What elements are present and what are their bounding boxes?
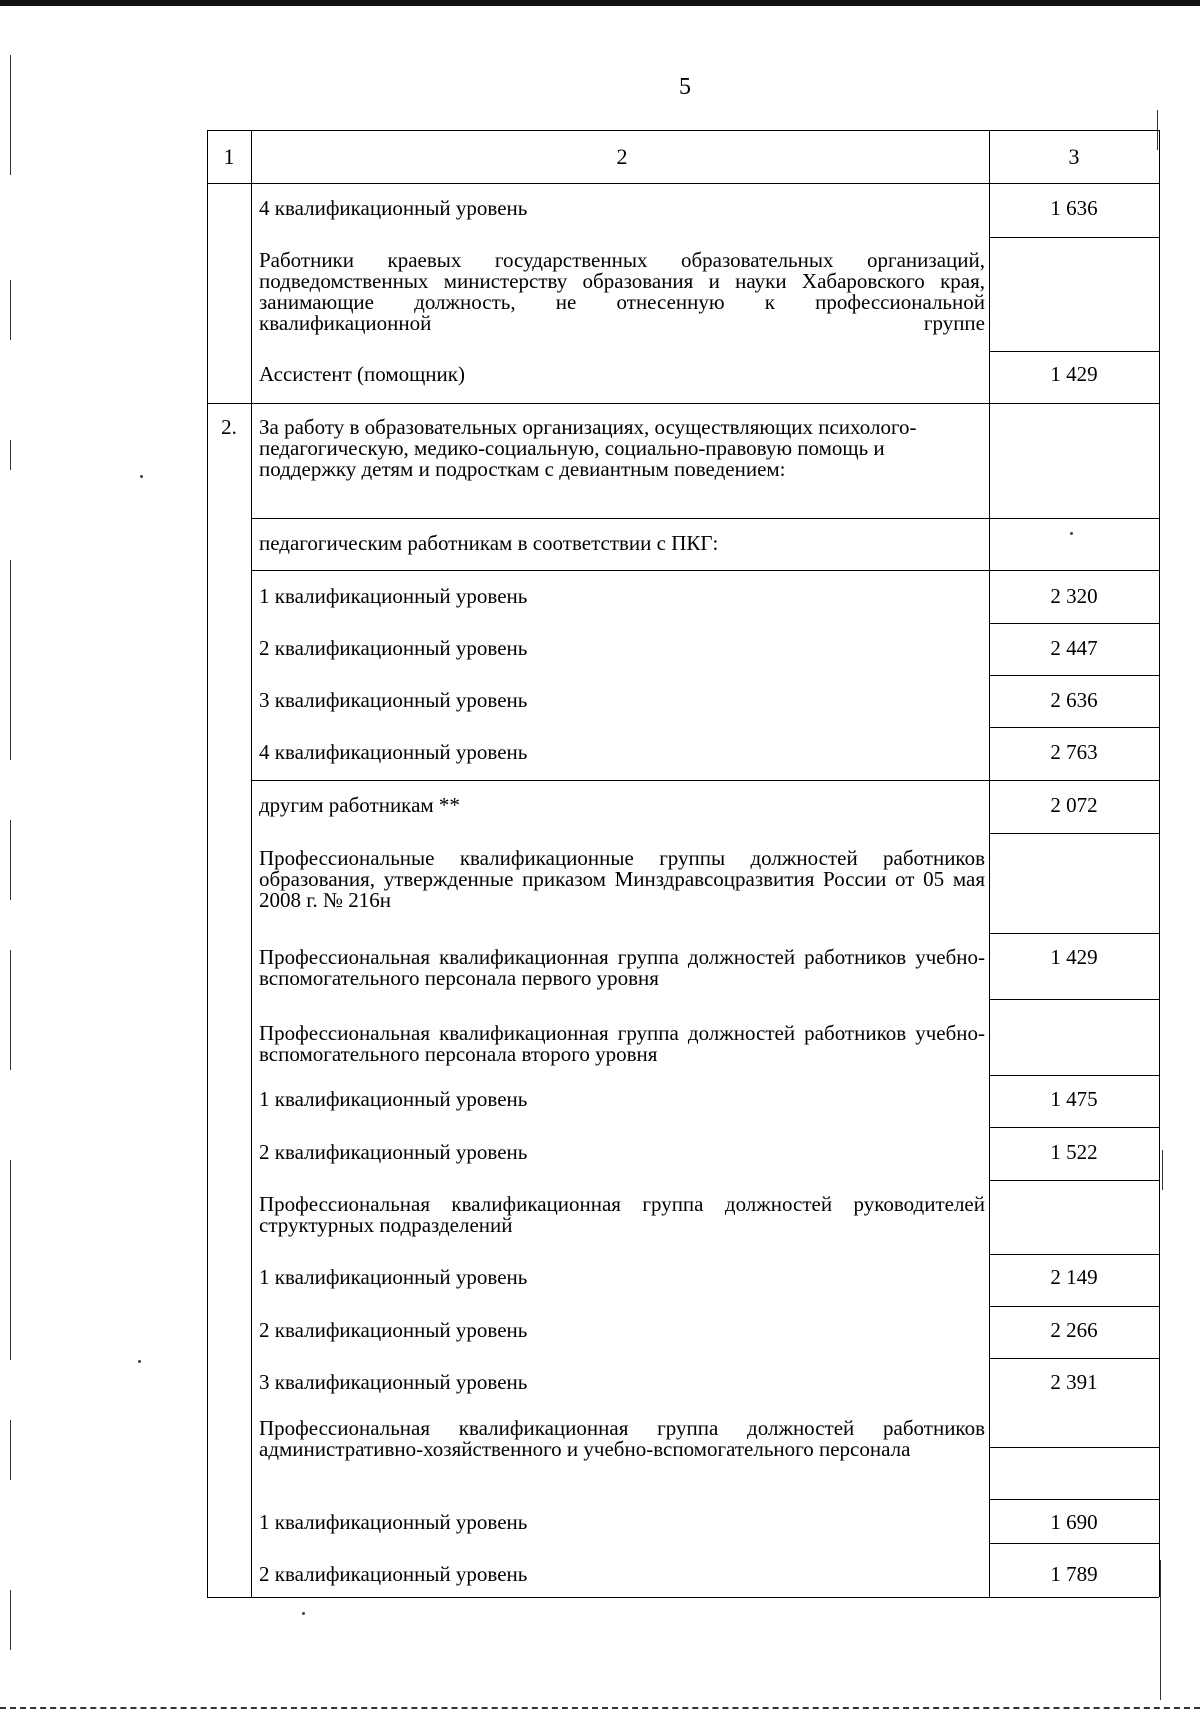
table-border-top	[207, 130, 1159, 131]
row-value: 1 475	[1050, 1087, 1098, 1111]
row-divider	[251, 780, 1159, 781]
row-text: 3 квалификационный уровень	[259, 1370, 528, 1394]
row-value: 1 690	[1050, 1510, 1098, 1534]
row-text: другим работникам **	[259, 793, 460, 817]
value-divider	[989, 237, 1159, 238]
value-divider	[989, 833, 1159, 834]
row-value: 2 636	[1050, 688, 1098, 712]
row-text: Профессиональная квалификационная группа должностей работников учебно-вспомогательного персонала первого уровня	[259, 945, 985, 990]
row-value: 1 789	[1050, 1562, 1098, 1586]
row-text: 2 квалификационный уровень	[259, 1562, 528, 1586]
scan-margin-mark	[10, 440, 11, 470]
value-divider	[989, 1180, 1159, 1181]
value-divider	[989, 1358, 1159, 1359]
header-col-2: 2	[616, 144, 628, 169]
row-value: 2 072	[1050, 793, 1098, 817]
value-divider	[989, 1543, 1159, 1544]
value-divider	[989, 623, 1159, 624]
value-divider	[989, 1127, 1159, 1128]
scan-margin-mark	[10, 1420, 11, 1480]
row-text: 1 квалификационный уровень	[259, 1087, 528, 1111]
value-divider	[989, 933, 1159, 934]
row-text: Профессиональная квалификационная группа должностей руководителей структурных подразделений	[259, 1192, 985, 1237]
scan-margin-mark	[1162, 1150, 1163, 1190]
row-number: 2.	[221, 415, 237, 439]
row-text: Работники краевых государственных образовательных организаций, подведомственных министерству образования и науки Хабаровского края, занимающие должность, не отнесенную к профессиональной квалификационной группе	[259, 248, 985, 335]
row-value: 1 636	[1050, 196, 1098, 220]
row-text: педагогическим работникам в соответствии с ПКГ:	[259, 531, 719, 555]
row-text: 3 квалификационный уровень	[259, 688, 528, 712]
value-divider	[989, 727, 1159, 728]
row-text: Профессиональная квалификационная группа должностей работников административно-хозяйственного и учебно-вспомогательного персонала	[259, 1416, 985, 1461]
row-value: 2 447	[1050, 636, 1098, 660]
row-divider	[251, 570, 1159, 571]
row-text: 2 квалификационный уровень	[259, 1318, 528, 1342]
scan-margin-mark	[10, 820, 11, 900]
rates-table	[207, 130, 1159, 1597]
row-value: 2 149	[1050, 1265, 1098, 1289]
row-value: 1 522	[1050, 1140, 1098, 1164]
row-text: 4 квалификационный уровень	[259, 740, 528, 764]
scan-margin-mark	[10, 280, 11, 340]
row-divider	[251, 518, 1159, 519]
scan-margin-mark	[10, 1160, 11, 1360]
row-value: 2 320	[1050, 584, 1098, 608]
value-divider	[989, 1499, 1159, 1500]
scan-speck	[140, 475, 143, 478]
header-divider	[207, 183, 1159, 184]
value-divider	[989, 1447, 1159, 1448]
value-divider	[989, 351, 1159, 352]
row-value: 1 429	[1050, 362, 1098, 386]
row-text: За работу в образовательных организациях, осуществляющих психолого-педагогическую, медико-социальную, социально-правовую помощь и поддержку детям и подросткам с девиантным поведением:	[259, 415, 917, 481]
table-border-bottom	[207, 1597, 1159, 1598]
value-divider	[989, 999, 1159, 1000]
table-border-right	[1159, 130, 1160, 1597]
row-text: 2 квалификационный уровень	[259, 636, 528, 660]
scan-margin-mark	[10, 1590, 11, 1650]
scan-margin-mark	[10, 950, 11, 1070]
row-text: 4 квалификационный уровень	[259, 196, 528, 220]
scan-margin-mark	[10, 560, 11, 760]
row-text: Ассистент (помощник)	[259, 362, 465, 386]
row-value: 2 266	[1050, 1318, 1098, 1342]
row-value: 2 391	[1050, 1370, 1098, 1394]
value-divider	[989, 1306, 1159, 1307]
value-divider	[989, 675, 1159, 676]
scan-speck	[138, 1360, 141, 1363]
column-divider	[251, 130, 252, 1597]
row-text: 1 квалификационный уровень	[259, 584, 528, 608]
scan-edge-bottom	[0, 1707, 1200, 1709]
row-value: 2 763	[1050, 740, 1098, 764]
row-text: 2 квалификационный уровень	[259, 1140, 528, 1164]
row-divider	[207, 403, 1159, 404]
table-border-left	[207, 130, 208, 1597]
header-col-1: 1	[223, 144, 235, 169]
header-col-3: 3	[1068, 144, 1080, 169]
row-text: Профессиональная квалификационная группа должностей работников учебно-вспомогательного персонала второго уровня	[259, 1021, 985, 1066]
value-divider	[989, 1075, 1159, 1076]
row-text: 1 квалификационный уровень	[259, 1510, 528, 1534]
value-divider	[989, 1254, 1159, 1255]
scan-margin-mark	[10, 55, 11, 175]
scan-speck	[302, 1612, 305, 1615]
scan-margin-mark	[1160, 1560, 1161, 1700]
scan-edge-top	[0, 0, 1200, 6]
page-number: 5	[679, 74, 691, 100]
row-text: 1 квалификационный уровень	[259, 1265, 528, 1289]
row-text: Профессиональные квалификационные группы должностей работников образования, утвержденные приказом Минздравсоцразвития России от 05 мая 2008 г. № 216н	[259, 846, 985, 912]
row-value: 1 429	[1050, 945, 1098, 969]
